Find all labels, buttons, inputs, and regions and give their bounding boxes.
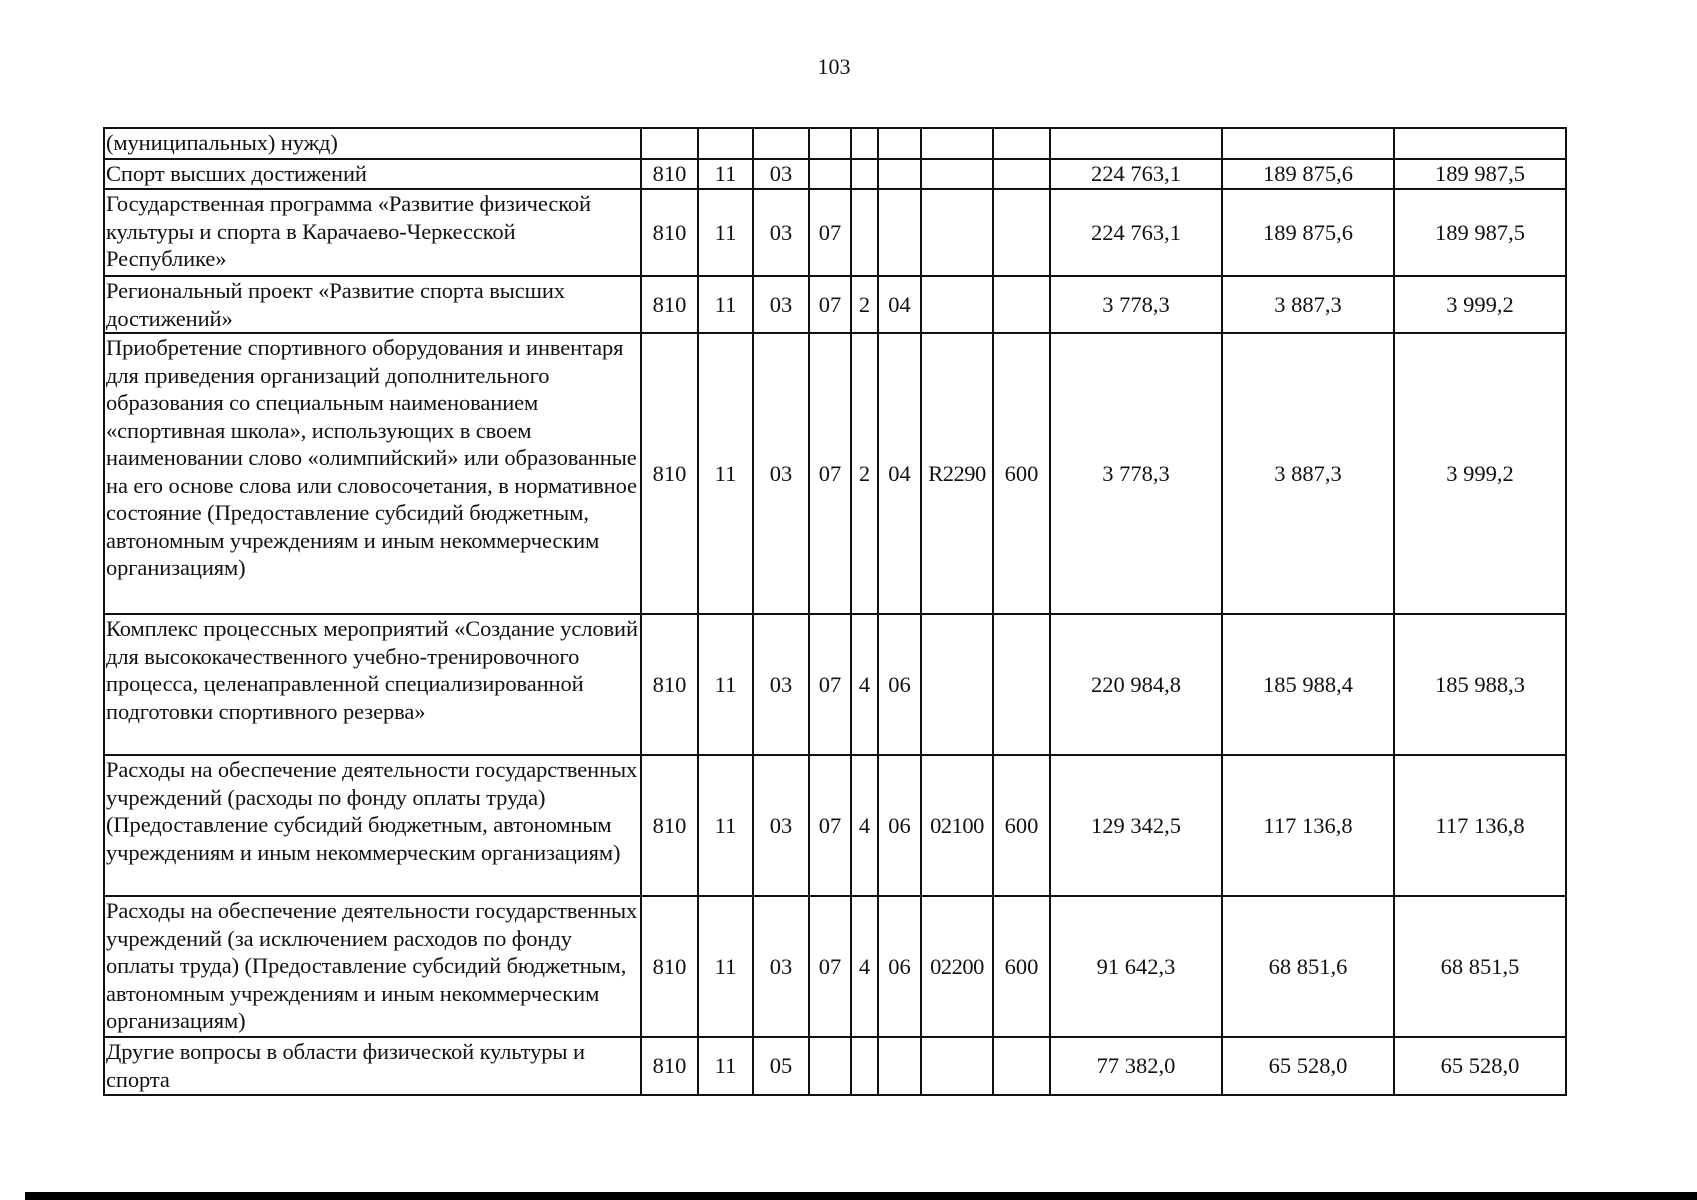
cell-direction	[921, 128, 993, 159]
cell-expense-type: 600	[993, 333, 1050, 614]
cell-amount-year1: 224 763,1	[1050, 189, 1222, 276]
table-row	[104, 614, 1566, 755]
cell-amount-year1: 3 778,3	[1050, 276, 1222, 333]
cell-subprogram: 4	[851, 755, 878, 896]
table-row	[104, 276, 1566, 333]
cell-event: 04	[878, 333, 921, 614]
cell-event	[878, 1037, 921, 1095]
cell-amount-year1: 3 778,3	[1050, 333, 1222, 614]
cell-subsection: 03	[753, 276, 809, 333]
cell-amount-year3: 65 528,0	[1394, 1037, 1566, 1095]
table-row	[104, 755, 1566, 896]
table-row	[104, 189, 1566, 276]
row-name: Другие вопросы в области физической культуры и спорта	[104, 1037, 641, 1095]
cell-subprogram	[851, 128, 878, 159]
cell-direction: R2290	[921, 333, 993, 614]
cell-program: 07	[809, 896, 851, 1037]
cell-ministry: 810	[641, 189, 698, 276]
cell-direction	[921, 276, 993, 333]
cell-subprogram: 2	[851, 333, 878, 614]
cell-subprogram: 2	[851, 276, 878, 333]
cell-direction	[921, 159, 993, 189]
cell-amount-year1: 220 984,8	[1050, 614, 1222, 755]
budget-table	[103, 127, 1567, 1096]
row-name: Региональный проект «Развитие спорта высших достижений»	[104, 276, 641, 333]
cell-program: 07	[809, 276, 851, 333]
cell-ministry	[641, 128, 698, 159]
row-name: Приобретение спортивного оборудования и инвентаря для приведения организаций дополнительного образования со специальным наименованием «спортивная школа», использующих в своем наименовании слово «олимпийский» или образованные на его основе слова или словосочетания, в нормативное состояние (Предоставление субсидий бюджетным, автономным учреждениям и иным некоммерческим организациям)	[104, 333, 641, 614]
table-row	[104, 128, 1566, 159]
cell-expense-type	[993, 189, 1050, 276]
cell-direction	[921, 614, 993, 755]
cell-ministry: 810	[641, 276, 698, 333]
cell-event	[878, 159, 921, 189]
cell-ministry: 810	[641, 1037, 698, 1095]
cell-ministry: 810	[641, 159, 698, 189]
cell-event: 06	[878, 896, 921, 1037]
cell-ministry: 810	[641, 896, 698, 1037]
cell-event	[878, 189, 921, 276]
cell-program	[809, 159, 851, 189]
cell-direction	[921, 189, 993, 276]
cell-amount-year2: 117 136,8	[1222, 755, 1394, 896]
cell-amount-year3: 189 987,5	[1394, 189, 1566, 276]
cell-ministry: 810	[641, 333, 698, 614]
cell-direction: 02200	[921, 896, 993, 1037]
cell-subprogram: 4	[851, 614, 878, 755]
cell-program	[809, 128, 851, 159]
cell-amount-year2: 3 887,3	[1222, 333, 1394, 614]
cell-section	[698, 128, 753, 159]
scan-edge-bar	[25, 1192, 1697, 1200]
cell-amount-year1: 224 763,1	[1050, 159, 1222, 189]
cell-program: 07	[809, 614, 851, 755]
row-name: Спорт высших достижений	[104, 159, 641, 189]
cell-subsection: 05	[753, 1037, 809, 1095]
page-number: 103	[817, 54, 851, 79]
table-row	[104, 333, 1566, 614]
cell-subsection: 03	[753, 189, 809, 276]
cell-expense-type: 600	[993, 755, 1050, 896]
cell-direction: 02100	[921, 755, 993, 896]
cell-amount-year2	[1222, 128, 1394, 159]
cell-section: 11	[698, 755, 753, 896]
cell-expense-type	[993, 159, 1050, 189]
cell-amount-year3	[1394, 128, 1566, 159]
cell-section: 11	[698, 333, 753, 614]
cell-section: 11	[698, 614, 753, 755]
cell-direction	[921, 1037, 993, 1095]
cell-section: 11	[698, 276, 753, 333]
row-name: Расходы на обеспечение деятельности государственных учреждений (за исключением расходов по фонду оплаты труда) (Предоставление субсидий бюджетным, автономным учреждениям и иным некоммерческим организациям)	[104, 896, 641, 1037]
cell-subsection: 03	[753, 755, 809, 896]
cell-amount-year3: 68 851,5	[1394, 896, 1566, 1037]
cell-subsection: 03	[753, 333, 809, 614]
cell-amount-year1: 129 342,5	[1050, 755, 1222, 896]
cell-expense-type	[993, 128, 1050, 159]
cell-program	[809, 1037, 851, 1095]
cell-subsection: 03	[753, 896, 809, 1037]
row-name: Государственная программа «Развитие физической культуры и спорта в Карачаево-Черкесской Республике»	[104, 189, 641, 276]
cell-amount-year3: 185 988,3	[1394, 614, 1566, 755]
cell-event: 06	[878, 614, 921, 755]
cell-ministry: 810	[641, 755, 698, 896]
cell-subprogram	[851, 189, 878, 276]
cell-subsection: 03	[753, 159, 809, 189]
cell-subsection	[753, 128, 809, 159]
cell-program: 07	[809, 755, 851, 896]
cell-amount-year1: 91 642,3	[1050, 896, 1222, 1037]
table-row	[104, 1037, 1566, 1095]
cell-amount-year3: 3 999,2	[1394, 276, 1566, 333]
cell-amount-year2: 3 887,3	[1222, 276, 1394, 333]
cell-expense-type	[993, 614, 1050, 755]
cell-amount-year1: 77 382,0	[1050, 1037, 1222, 1095]
cell-program: 07	[809, 333, 851, 614]
cell-amount-year3: 189 987,5	[1394, 159, 1566, 189]
cell-event	[878, 128, 921, 159]
cell-section: 11	[698, 896, 753, 1037]
row-name: (муниципальных) нужд)	[104, 128, 641, 159]
cell-amount-year2: 189 875,6	[1222, 159, 1394, 189]
table-row	[104, 896, 1566, 1037]
cell-amount-year2: 189 875,6	[1222, 189, 1394, 276]
cell-amount-year3: 3 999,2	[1394, 333, 1566, 614]
cell-expense-type	[993, 276, 1050, 333]
row-name: Комплекс процессных мероприятий «Создание условий для высококачественного учебно-тренировочного процесса, целенаправленной специализированной подготовки спортивного резерва»	[104, 614, 641, 755]
table-row	[104, 159, 1566, 189]
cell-section: 11	[698, 1037, 753, 1095]
cell-subsection: 03	[753, 614, 809, 755]
cell-amount-year2: 68 851,6	[1222, 896, 1394, 1037]
cell-subprogram	[851, 159, 878, 189]
cell-event: 04	[878, 276, 921, 333]
cell-subprogram: 4	[851, 896, 878, 1037]
cell-expense-type	[993, 1037, 1050, 1095]
cell-amount-year1	[1050, 128, 1222, 159]
cell-section: 11	[698, 189, 753, 276]
cell-section: 11	[698, 159, 753, 189]
cell-amount-year2: 65 528,0	[1222, 1037, 1394, 1095]
row-name: Расходы на обеспечение деятельности государственных учреждений (расходы по фонду оплаты труда) (Предоставление субсидий бюджетным, автономным учреждениям и иным некоммерческим организациям)	[104, 755, 641, 896]
cell-event: 06	[878, 755, 921, 896]
cell-expense-type: 600	[993, 896, 1050, 1037]
cell-subprogram	[851, 1037, 878, 1095]
cell-ministry: 810	[641, 614, 698, 755]
cell-program: 07	[809, 189, 851, 276]
cell-amount-year3: 117 136,8	[1394, 755, 1566, 896]
cell-amount-year2: 185 988,4	[1222, 614, 1394, 755]
